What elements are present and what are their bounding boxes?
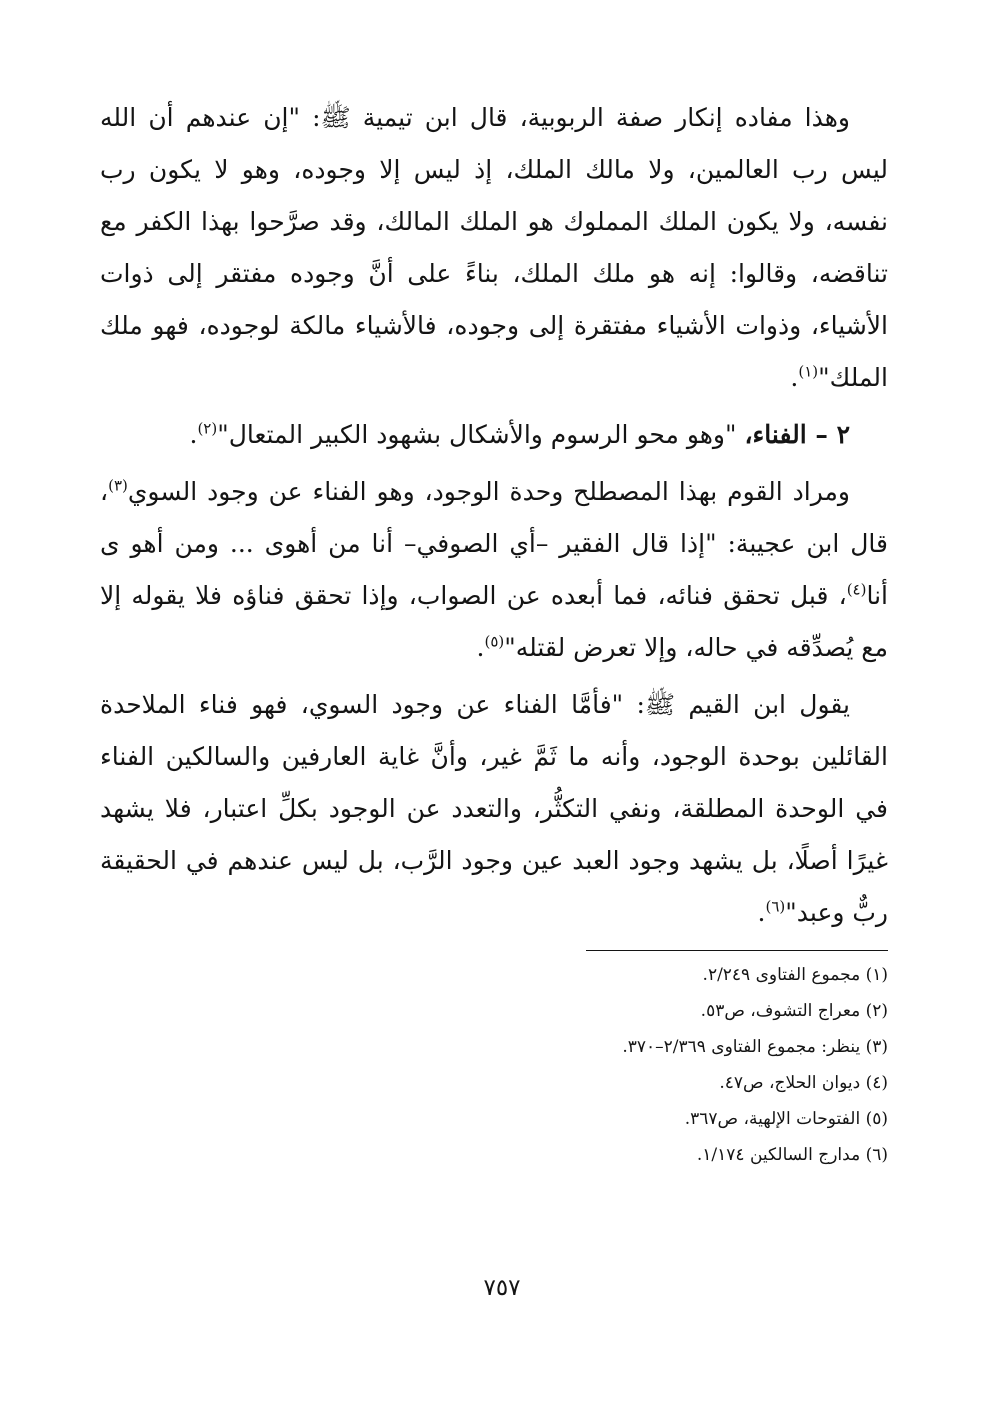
paragraph-3	[100, 466, 888, 674]
footnote-ref-2[interactable]: (٢)	[197, 419, 218, 438]
paragraph-2-tail: .	[189, 420, 198, 449]
footnote-divider	[586, 950, 888, 951]
footnote-1: (١) مجموع الفتاوى ٢/٢٤٩.	[702, 965, 888, 985]
footnote-ref-6[interactable]: (٦)	[765, 897, 786, 916]
paragraph-2	[100, 409, 888, 461]
footnote-5: (٥) الفتوحات الإلهية، ص٣٦٧.	[684, 1109, 888, 1129]
paragraph-4	[100, 679, 888, 939]
footnote-3: (٣) ينظر: مجموع الفتاوى ٢/٣٦٩–٣٧٠.	[622, 1037, 888, 1057]
paragraph-3-tail: .	[476, 633, 485, 662]
footnote-ref-1[interactable]: (١)	[798, 362, 819, 381]
paragraph-4-tail: .	[757, 898, 766, 927]
footnote-4: (٤) ديوان الحلاج، ص٤٧.	[719, 1073, 888, 1093]
paragraph-1-text: وهذا مفاده إنكار صفة الربوبية، قال ابن تيمية ﷺ: "إن عندهم أن الله ليس رب العالمين، ولا مالك الملك، إذ ليس إلا وجوده، وهو لا يكون رب نفسه، ولا يكون الملك المملوك هو الملك المالك، وقد صرَّحوا بهذا الكفر مع تناقضه، وقالوا: إنه هو ملك الملك، بناءً على أنَّ وجوده مفتقر إلى ذوات الأشياء، وذوات الأشياء مفتقرة إلى وجوده، فالأشياء مالكة لوجوده، فهو ملك الملك"	[100, 103, 888, 392]
paragraph-3-text-b: ، قال ابن عجيبة: "إذا قال الفقير –أي الصوفي– أنا من أهوى ... ومن أهو ى أنا	[100, 477, 888, 610]
footnote-ref-3[interactable]: (٣)	[108, 476, 128, 495]
paragraph-2-text: "وهو محو الرسوم والأشكال بشهود الكبير المتعال"	[217, 420, 745, 449]
page-body	[100, 92, 888, 944]
paragraph-2-heading: ٢ – الفناء،	[744, 420, 850, 449]
footnote-6: (٦) مدارج السالكين ١/١٧٤.	[696, 1145, 888, 1165]
footnote-ref-4[interactable]: (٤)	[846, 580, 867, 599]
paragraph-3-text-c: ، قبل تحقق فنائه، فما أبعده عن الصواب، وإذا تحقق فناؤه فلا يقوله إلا مع يُصدِّقه في حاله، وإلا تعرض لقتله"	[100, 581, 888, 662]
footnote-ref-5[interactable]: (٥)	[484, 632, 505, 651]
page-number: ٧٥٧	[483, 1275, 521, 1301]
footnote-2: (٢) معراج التشوف، ص٥٣.	[700, 1001, 888, 1021]
paragraph-4-text: يقول ابن القيم ﷺ: "فأمَّا الفناء عن وجود السوي، فهو فناء الملاحدة القائلين بوحدة الوجود، وأنه ما ثَمَّ غير، وأنَّ غاية العارفين والسالكين الفناء في الوحدة المطلقة، ونفي التكثُّر، والتعدد عن الوجود بكلِّ اعتبار، فلا يشهد غيرًا أصلًا، بل يشهد وجود العبد عين وجود الرَّب، بل ليس عندهم في الحقيقة ربٌّ وعبد"	[100, 690, 888, 927]
footnotes-list	[388, 960, 888, 1176]
paragraph-1-tail: .	[790, 363, 799, 392]
paragraph-1	[100, 92, 888, 404]
paragraph-3-text-a: ومراد القوم بهذا المصطلح وحدة الوجود، وهو الفناء عن وجود السوي	[127, 477, 850, 506]
